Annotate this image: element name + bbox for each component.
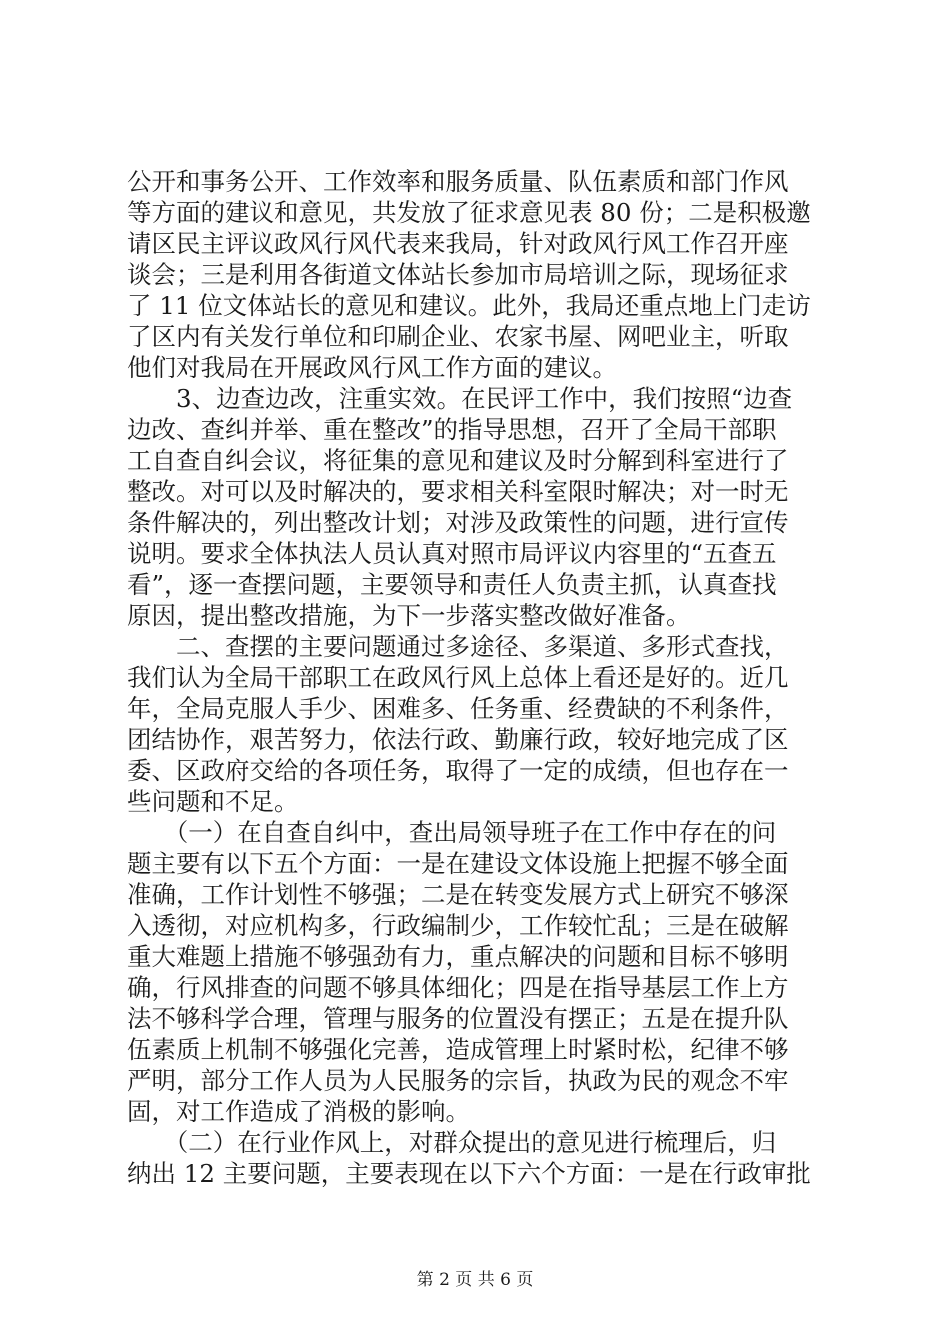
text-line: 说明。要求全体执法人员认真对照市局评议内容里的“五查五: [127, 539, 777, 568]
text-line: 题主要有以下五个方面：一是在建设文体设施上把握不够全面: [127, 849, 789, 878]
text-line: 请区民主评议政风行风代表来我局，针对政风行风工作召开座: [127, 229, 789, 258]
text-line: 纳出 12 主要问题，主要表现在以下六个方面：一是在行政审批: [127, 1159, 811, 1188]
text-line: （二）在行业作风上，对群众提出的意见进行梳理后，归: [127, 1128, 777, 1157]
text-line: 公开和事务公开、工作效率和服务质量、队伍素质和部门作风: [127, 167, 789, 196]
text-line: 看”，逐一查摆问题，主要领导和责任人负责主抓，认真查找: [127, 570, 777, 599]
text-line: 入透彻，对应机构多，行政编制少，工作较忙乱；三是在破解: [127, 911, 789, 940]
text-line: 确，行风排查的问题不够具体细化；四是在指导基层工作上方: [127, 973, 789, 1002]
text-line: 团结协作，艰苦努力，依法行政、勤廉行政，较好地完成了区: [127, 725, 789, 754]
text-line: 谈会；三是利用各街道文体站长参加市局培训之际，现场征求: [127, 260, 789, 289]
text-line: 二、查摆的主要问题通过多途径、多渠道、多形式查找，: [127, 632, 789, 661]
text-line: 重大难题上措施不够强劲有力，重点解决的问题和目标不够明: [127, 942, 789, 971]
text-line: （一）在自查自纠中，查出局领导班子在工作中存在的问: [127, 818, 777, 847]
text-line: 他们对我局在开展政风行风工作方面的建议。: [127, 353, 617, 382]
text-line: 了区内有关发行单位和印刷企业、农家书屋、网吧业主，听取: [127, 322, 789, 351]
text-line: 伍素质上机制不够强化完善，造成管理上时紧时松，纪律不够: [127, 1035, 789, 1064]
text-line: 些问题和不足。: [127, 787, 299, 816]
text-line: 3、边查边改，注重实效。在民评工作中，我们按照“边查: [127, 384, 793, 413]
text-line: 法不够科学合理，管理与服务的位置没有摆正；五是在提升队: [127, 1004, 789, 1033]
text-line: 条件解决的，列出整改计划；对涉及政策性的问题，进行宣传: [127, 508, 789, 537]
text-line: 准确，工作计划性不够强；二是在转变发展方式上研究不够深: [127, 880, 789, 909]
text-line: 委、区政府交给的各项任务，取得了一定的成绩，但也存在一: [127, 756, 789, 785]
text-line: 了 11 位文体站长的意见和建议。此外，我局还重点地上门走访: [127, 291, 811, 320]
text-line: 原因，提出整改措施，为下一步落实整改做好准备。: [127, 601, 691, 630]
text-line: 固，对工作造成了消极的影响。: [127, 1097, 470, 1126]
text-line: 边改、查纠并举、重在整改”的指导思想，召开了全局干部职: [127, 415, 777, 444]
text-line: 我们认为全局干部职工在政风行风上总体上看还是好的。近几: [127, 663, 789, 692]
text-line: 年，全局克服人手少、困难多、任务重、经费缺的不利条件，: [127, 694, 789, 723]
text-line: 整改。对可以及时解决的，要求相关科室限时解决；对一时无: [127, 477, 789, 506]
text-line: 严明，部分工作人员为人民服务的宗旨，执政为民的观念不牢: [127, 1066, 789, 1095]
page-footer: 第 2 页 共 6 页: [416, 1270, 534, 1290]
text-line: 等方面的建议和意见，共发放了征求意见表 80 份；二是积极邀: [127, 198, 811, 227]
text-line: 工自查自纠会议，将征集的意见和建议及时分解到科室进行了: [127, 446, 789, 475]
document-body: [127, 166, 827, 1189]
